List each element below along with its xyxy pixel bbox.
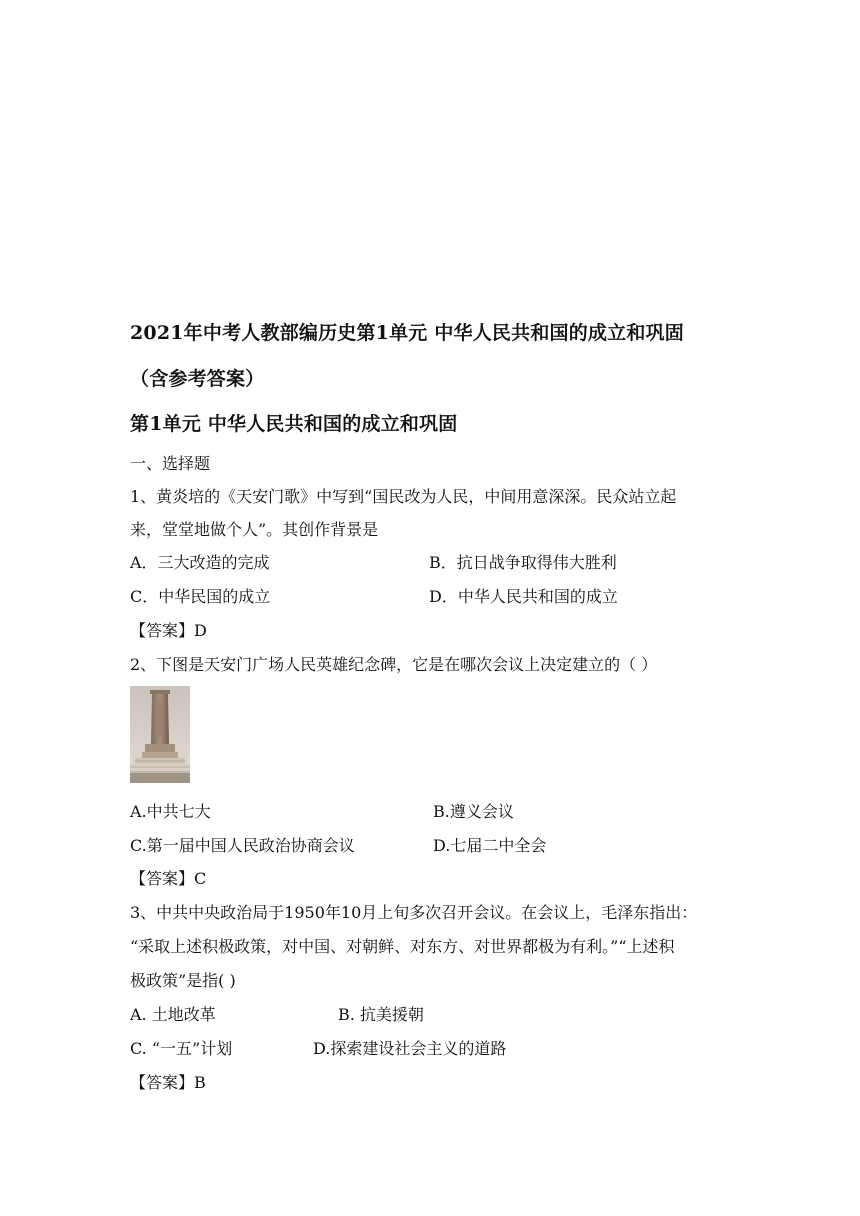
answer-label: 【答案】C [130,869,207,888]
option-c: C.第一届中国人民政治协商会议 [130,836,355,855]
option-d: D．中华人民共和国的成立 [429,587,618,606]
unit-heading: 第1单元 中华人民共和国的成立和巩固 [130,413,458,435]
option-c: C. “一五”计划 [130,1039,233,1058]
question-stem-line: 来，堂堂地做个人”。其创作背景是 [130,520,379,539]
question-stem-line: “采取上述积极政策，对中国、对朝鲜、对东方、对世界都极为有利。”“上述积 [130,937,675,956]
monument-photo [130,686,190,783]
option-a: A.中共七大 [130,802,211,821]
option-b: B．抗日战争取得伟大胜利 [429,553,617,572]
question-stem-line: 极政策”是指( ) [130,971,236,990]
document-title: 2021年中考人教部编历史第1单元 中华人民共和国的成立和巩固 [130,322,684,344]
option-b: B.遵义会议 [433,802,514,821]
document-subtitle: （含参考答案） [130,368,265,390]
option-c: C．中华民国的成立 [130,587,271,606]
option-a: A. 土地改革 [130,1005,216,1024]
option-a: A．三大改造的完成 [130,553,270,572]
question-stem-line: 1、黄炎培的《天安门歌》中写到“国民改为人民，中间用意深深。民众站立起 [130,487,677,506]
question-stem-line: 3、中共中央政治局于1950年10月上旬多次召开会议。在会议上，毛泽东指出： [130,903,698,922]
answer-label: 【答案】D [130,621,207,640]
answer-label: 【答案】B [130,1073,206,1092]
option-d: D.探索建设社会主义的道路 [313,1039,507,1058]
option-d: D.七届二中全会 [433,836,547,855]
section-heading: 一、选择题 [130,454,211,473]
option-b: B. 抗美援朝 [338,1005,424,1024]
question-stem-line: 2、下图是天安门广场人民英雄纪念碑，它是在哪次会议上决定建立的（ ） [130,655,658,674]
